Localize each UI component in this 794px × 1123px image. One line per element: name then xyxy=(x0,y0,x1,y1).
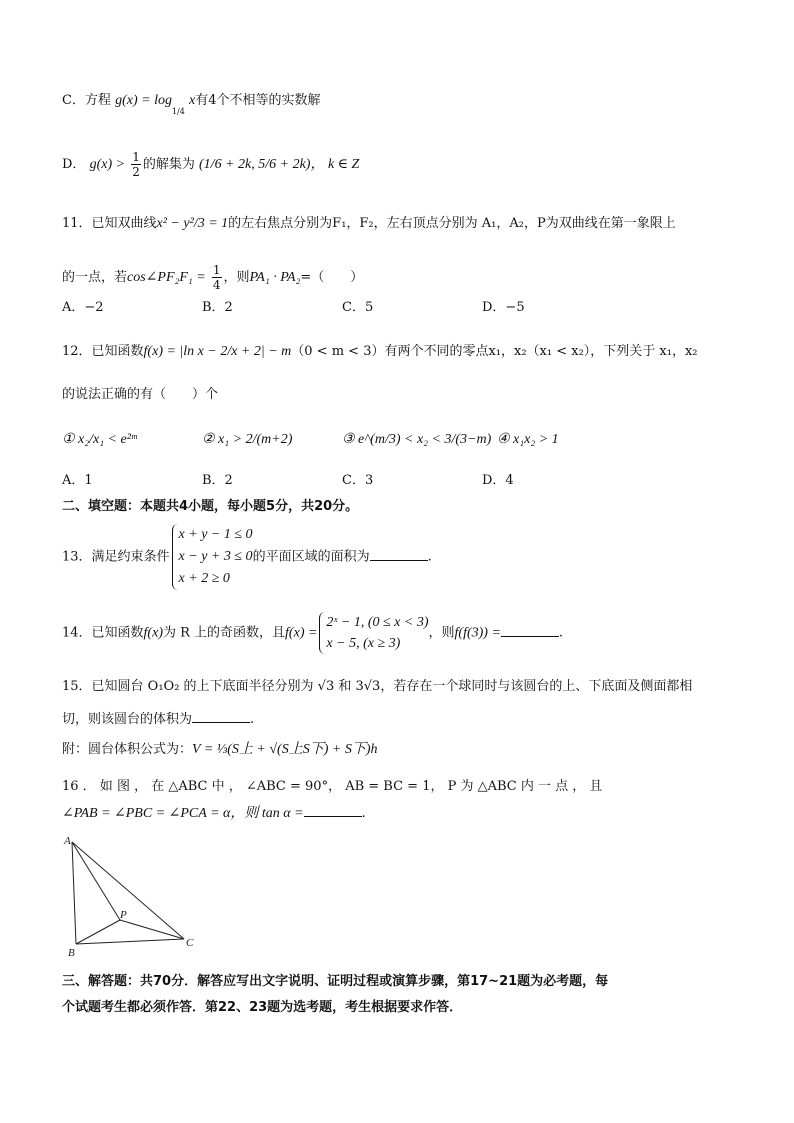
q14-piece-1: 2ˣ − 1, (0 ≤ x < 3) xyxy=(326,615,429,630)
q15-blank xyxy=(192,710,250,723)
q13-blank xyxy=(370,548,428,561)
q14-prefix: 14．已知函数 xyxy=(62,625,144,641)
vertex-label-b: B xyxy=(68,947,75,959)
q11-option-d: D．−5 xyxy=(482,300,525,315)
q12-text1: （0 < m < 3）有两个不同的零点 xyxy=(291,344,489,359)
frac-num: 1 xyxy=(212,263,221,277)
q12-stmt-4: ④ x₁x₂ > 1 xyxy=(497,432,559,447)
q13-end: . xyxy=(427,549,432,565)
edge-ap xyxy=(72,842,120,920)
q11-text5: =（ ） xyxy=(300,270,364,285)
q11-text2: F₁，F₂，左右顶点分别为 A₁，A₂，P为双曲线在第一象限上 xyxy=(332,216,676,231)
q11-option-a: A．−2 xyxy=(62,300,104,315)
q12-prefix: 12．已知函数 xyxy=(62,344,144,359)
q16-condition: ∠PAB = ∠PBC = ∠PCA = α，则 tan α = xyxy=(62,806,304,821)
q14-line xyxy=(62,612,734,654)
option-c-expr: g(x) = log xyxy=(115,93,172,108)
q11-vector-product: PA₁ · PA₂ xyxy=(249,270,301,285)
q15-note-label: 附：圆台体积公式为： xyxy=(62,742,193,757)
q14-ask: f(f(3)) = xyxy=(454,625,501,641)
edge-ab xyxy=(72,842,76,944)
section-3-line1: 三、解答题：共70分．解答应写出文字说明、证明过程或演算步骤，第17~21题为必考题，每 xyxy=(62,974,609,989)
q11-option-b: B．2 xyxy=(202,300,233,315)
q12-statements xyxy=(62,430,734,450)
q11-text1: 的左右焦点分别为 xyxy=(228,216,333,231)
q13-c2: x − y + 3 ≤ 0 xyxy=(178,549,253,564)
option-c-var: x xyxy=(188,93,196,108)
fraction xyxy=(212,263,222,292)
q13-c3: x + 2 ≥ 0 xyxy=(178,571,230,586)
q13-text: 的平面区域的面积为 xyxy=(252,549,370,565)
q16-end: . xyxy=(361,806,366,821)
q16-line2 xyxy=(62,804,734,824)
q13-system xyxy=(172,524,253,590)
option-d-label: D． xyxy=(62,157,86,172)
q15-end: . xyxy=(250,712,255,727)
q12-option-b: B．2 xyxy=(202,473,233,488)
q11-option-c: C．5 xyxy=(342,300,374,315)
option-d-expr: g(x) > xyxy=(89,157,126,172)
edge-cp xyxy=(120,920,184,939)
q12-text2: x₁，x₂（x₁ < x₂），下列关于 x₁，x₂ xyxy=(488,344,698,359)
option-c-tail: 有4个不相等的实数解 xyxy=(195,93,321,108)
edge-bc xyxy=(76,939,184,944)
q14-text: 为 R 上的奇函数，且 xyxy=(162,625,286,641)
q11-text3: 的一点，若 xyxy=(62,270,128,285)
q14-fx: f(x) = xyxy=(285,625,318,641)
q13-c1: x + y − 1 ≤ 0 xyxy=(178,527,253,542)
triangle-figure xyxy=(62,832,202,962)
edge-bp xyxy=(76,920,120,944)
frac-num: 1 xyxy=(132,150,140,164)
q14-piece-2: x − 5, (x ≥ 3) xyxy=(326,636,401,651)
option-d-line xyxy=(62,150,734,179)
q12-function: f(x) = |ln x − 2/x + 2| − m xyxy=(143,344,292,359)
q14-piecewise xyxy=(319,612,428,654)
q12-stmt-3: ③ e^(m/3) < x₂ < 3/(3−m) xyxy=(342,432,492,447)
q11-options xyxy=(62,298,734,318)
vertex-label-c: C xyxy=(186,937,194,949)
q12-options xyxy=(62,471,734,491)
q11-hyperbola: x² − y²/3 = 1 xyxy=(156,216,229,231)
q12-line2 xyxy=(62,385,734,405)
q14-blank xyxy=(501,624,559,637)
q11-text4: ，则 xyxy=(223,270,250,285)
edge-ac xyxy=(72,842,184,939)
q16-blank xyxy=(304,804,362,817)
option-c-label: C．方程 xyxy=(62,93,111,108)
section-2-heading: 二、填空题：本题共4小题，每小题5分，共20分。 xyxy=(62,499,359,514)
log-base: 1/4 xyxy=(171,106,185,116)
fraction xyxy=(131,150,141,179)
q14-text2: ，则 xyxy=(428,625,455,641)
q15-formula: V = ⅓(S上 + √(S上S下) + S下)h xyxy=(192,742,378,757)
q11-line1 xyxy=(62,214,734,234)
q14-end: . xyxy=(558,625,564,641)
frac-den: 4 xyxy=(212,278,221,292)
q16-line1: 16 ． 如 图 ， 在 △ABC 中 ， ∠ABC = 90°， AB = BC = 1， P 为 △ABC 内 一 点 ， 且 xyxy=(62,779,603,794)
q11-line2 xyxy=(62,263,734,292)
q12-option-a: A．1 xyxy=(62,473,93,488)
q12-stmt-2: ② x₁ > 2/(m+2) xyxy=(202,432,293,447)
option-d-tail: ， k ∈ Z xyxy=(310,157,360,172)
q15-note xyxy=(62,740,734,760)
q12-option-d: D．4 xyxy=(482,473,514,488)
section-3-line2: 个试题考生都必须作答．第22、23题为选考题，考生根据要求作答． xyxy=(62,1000,463,1015)
frac-den: 2 xyxy=(132,165,140,179)
q12-stmt-1: ① x₂/x₁ < e²ᵐ xyxy=(62,432,137,447)
q13-line xyxy=(62,524,734,590)
q12-option-c: C．3 xyxy=(342,473,374,488)
q11-cos: cos∠PF₂F₁ = xyxy=(127,270,206,285)
q15-text: 切，则该圆台的体积为 xyxy=(62,712,193,727)
q14-f: f(x) xyxy=(143,625,163,641)
q11-prefix: 11．已知双曲线 xyxy=(62,216,157,231)
q15-line1: 15．已知圆台 O₁O₂ 的上下底面半径分别为 √3 和 3√3，若存在一个球同时与该圆台的上、下底面及侧面都相 xyxy=(62,679,693,694)
q12-line1 xyxy=(62,342,734,362)
option-c-line xyxy=(62,91,734,116)
option-d-interval: (1/6 + 2k, 5/6 + 2k) xyxy=(199,157,311,172)
vertex-label-a: A xyxy=(64,835,71,847)
q12-text3: 的说法正确的有（ ）个 xyxy=(62,387,219,402)
vertex-label-p: P xyxy=(120,909,127,921)
q13-prefix: 13．满足约束条件 xyxy=(62,549,170,565)
q15-line2 xyxy=(62,710,734,730)
option-d-mid: 的解集为 xyxy=(142,157,195,172)
